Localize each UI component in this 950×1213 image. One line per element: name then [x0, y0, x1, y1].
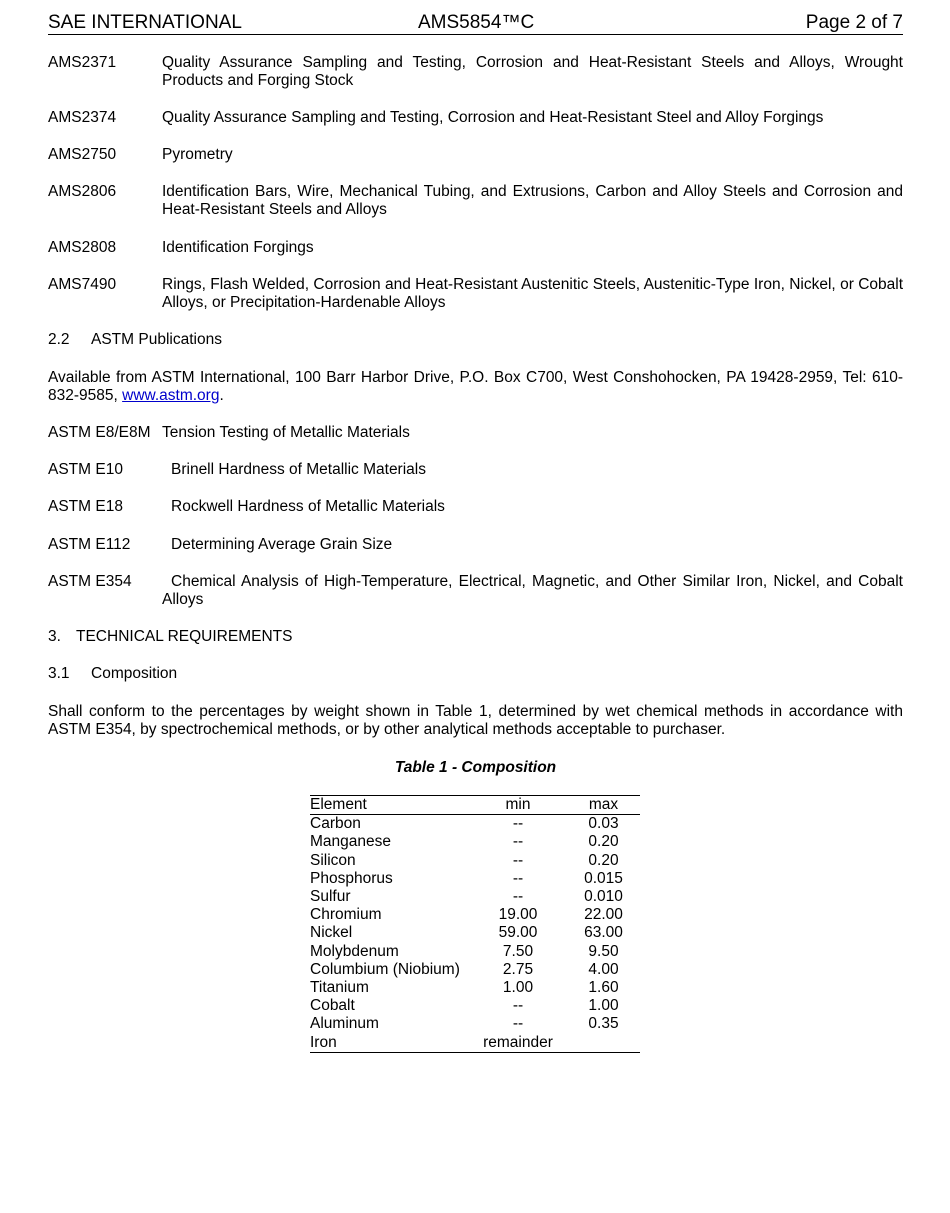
- element-cell: Chromium: [310, 906, 382, 924]
- min-cell: --: [512, 833, 524, 851]
- reference-title: Quality Assurance Sampling and Testing, Corrosion and Heat-Resistant Steels and Alloys, Wrought Products and Forging Stock: [162, 54, 903, 89]
- reference-title: Pyrometry: [162, 146, 233, 163]
- element-cell: Sulfur: [310, 888, 351, 906]
- table-row: [310, 870, 640, 888]
- section-heading-3-1: 3.1 Composition: [48, 665, 178, 682]
- column-header-max: max: [588, 796, 619, 813]
- min-cell: --: [512, 869, 524, 887]
- max-cell: 0.35: [588, 1015, 619, 1033]
- reference-code: ASTM E112: [48, 536, 131, 553]
- table-caption: Table 1 - Composition: [394, 759, 557, 776]
- table-row: [310, 943, 640, 961]
- reference-code: AMS2750: [48, 146, 117, 163]
- reference-code: ASTM E10: [48, 461, 123, 478]
- max-cell: 63.00: [584, 924, 623, 942]
- element-cell: Silicon: [310, 851, 356, 869]
- min-cell: 1.00: [502, 979, 534, 997]
- reference-code: AMS2374: [48, 109, 117, 126]
- ams-reference-item: [48, 239, 903, 257]
- element-cell: Nickel: [310, 924, 353, 942]
- ams-reference-item: [48, 146, 903, 164]
- reference-title: Determining Average Grain Size: [171, 536, 393, 553]
- reference-code: AMS7490: [48, 276, 117, 293]
- composition-paragraph: Shall conform to the percentages by weight shown in Table 1, determined by wet chemical methods in accordance with ASTM E354, by spectrochemical methods, or by other analytical methods acceptable to purchaser.: [48, 703, 903, 738]
- element-cell: Columbium (Niobium): [310, 960, 460, 978]
- reference-title: Tension Testing of Metallic Materials: [162, 424, 410, 441]
- table-row: [310, 852, 640, 870]
- table-row: [310, 961, 640, 979]
- max-cell: 0.010: [584, 888, 623, 906]
- ams-reference-item: [48, 276, 903, 312]
- table-body: [310, 815, 640, 1053]
- page-header: [48, 12, 903, 35]
- max-cell: 1.60: [588, 979, 619, 997]
- reference-code: ASTM E354: [48, 573, 132, 590]
- table-header-row: [310, 796, 640, 815]
- max-cell: [567, 1034, 640, 1053]
- reference-title: Quality Assurance Sampling and Testing, Corrosion and Heat-Resistant Steel and Alloy Forgings: [162, 109, 824, 126]
- section-heading-2-2: 2.2 ASTM Publications: [48, 331, 222, 348]
- min-cell: 2.75: [502, 960, 534, 978]
- reference-code: AMS2808: [48, 239, 117, 256]
- min-cell: --: [512, 997, 524, 1015]
- astm-reference-item: [48, 498, 903, 516]
- reference-title: Identification Bars, Wire, Mechanical Tubing, and Extrusions, Carbon and Alloy Steels and Corrosion and Heat-Resistant Steels and Alloys: [162, 183, 903, 218]
- element-cell: Molybdenum: [310, 942, 399, 960]
- max-cell: 0.20: [588, 851, 619, 869]
- min-cell: --: [512, 815, 524, 833]
- min-cell: 59.00: [498, 924, 538, 942]
- table-row: [310, 1015, 640, 1033]
- reference-code: AMS2806: [48, 183, 117, 200]
- reference-code: ASTM E18: [48, 498, 123, 515]
- element-cell: Iron: [310, 1033, 337, 1051]
- reference-title: Rings, Flash Welded, Corrosion and Heat-Resistant Austenitic Steels, Austenitic-Type Iron, Nickel, or Cobalt Alloys, or Precipitation-Hardenable Alloys: [162, 276, 903, 311]
- reference-title: Chemical Analysis of High-Temperature, Electrical, Magnetic, and Other Similar Iron, Nickel, and Cobalt Alloys: [162, 573, 903, 608]
- table-row: [310, 924, 640, 942]
- max-cell: 0.20: [588, 833, 619, 851]
- min-cell: --: [512, 851, 524, 869]
- element-cell: Cobalt: [310, 997, 355, 1015]
- astm-reference-item: [48, 536, 903, 554]
- max-cell: 0.03: [588, 815, 619, 833]
- table-row: [310, 997, 640, 1015]
- element-cell: Phosphorus: [310, 869, 393, 887]
- table-row: [310, 906, 640, 924]
- reference-title: Rockwell Hardness of Metallic Materials: [171, 498, 445, 515]
- reference-code: AMS2371: [48, 54, 117, 71]
- table-row: [310, 815, 640, 834]
- max-cell: 22.00: [584, 906, 623, 924]
- max-cell: 1.00: [588, 997, 619, 1015]
- header-page-number: Page 2 of 7: [805, 12, 903, 33]
- column-header-min: min: [505, 796, 531, 813]
- table-row: [310, 888, 640, 906]
- element-cell: Manganese: [310, 833, 392, 851]
- min-cell: remainder: [483, 1033, 553, 1051]
- max-cell: 9.50: [588, 942, 619, 960]
- astm-reference-item: [48, 424, 903, 442]
- reference-code: ASTM E8/E8M: [48, 424, 151, 441]
- max-cell: 0.015: [584, 869, 623, 887]
- ams-reference-item: [48, 183, 903, 219]
- max-cell: 4.00: [588, 960, 619, 978]
- astm-reference-item: [48, 573, 903, 609]
- header-org: SAE INTERNATIONAL: [48, 12, 242, 33]
- header-doc-id: AMS5854™C: [418, 12, 535, 33]
- element-cell: Aluminum: [310, 1015, 379, 1033]
- element-cell: Titanium: [310, 979, 369, 997]
- min-cell: 7.50: [502, 942, 534, 960]
- astm-availability-paragraph: Available from ASTM International, 100 Barr Harbor Drive, P.O. Box C700, West Conshohocken, PA 19428-2959, Tel: 610-832-9585, www.astm.org.: [48, 369, 903, 404]
- column-header-element: Element: [310, 796, 367, 813]
- section-heading-3: 3. TECHNICAL REQUIREMENTS: [48, 628, 293, 645]
- astm-reference-item: [48, 461, 903, 479]
- ams-reference-item: [48, 109, 903, 127]
- reference-title: Identification Forgings: [162, 239, 314, 256]
- table-row: [310, 979, 640, 997]
- reference-title: Brinell Hardness of Metallic Materials: [171, 461, 426, 478]
- ams-reference-item: [48, 54, 903, 90]
- table-row: [310, 833, 640, 851]
- astm-website-link[interactable]: www.astm.org: [122, 387, 220, 404]
- min-cell: 19.00: [498, 906, 538, 924]
- min-cell: --: [512, 1015, 524, 1033]
- table-row: [310, 1034, 640, 1053]
- min-cell: --: [512, 888, 524, 906]
- composition-table: [310, 795, 640, 1053]
- element-cell: Carbon: [310, 815, 361, 833]
